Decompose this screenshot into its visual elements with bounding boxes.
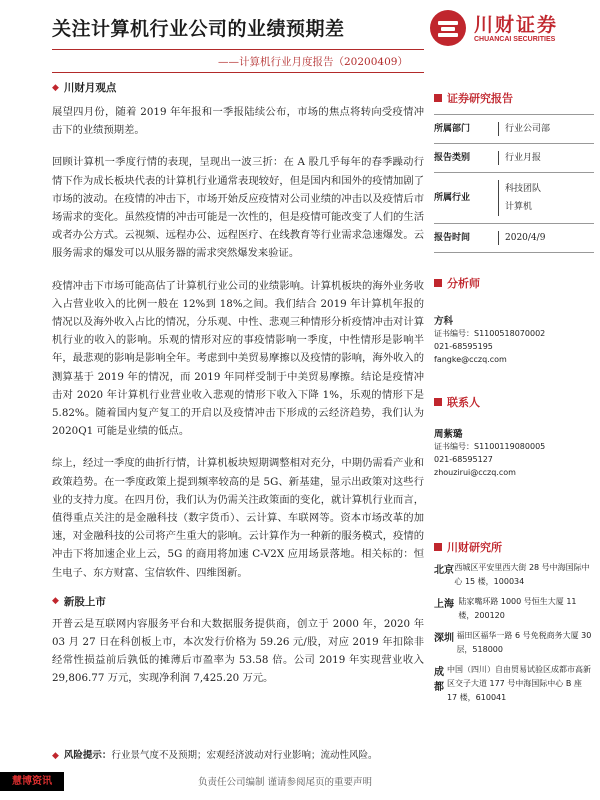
logo-mark-icon [430, 10, 466, 46]
logo-english-name: CHUANCAI SECURITIES [474, 36, 556, 43]
sidebar-heading-offices: 川财研究所 [434, 539, 594, 555]
info-row-department: 所属部门 行业公司部 [434, 124, 551, 134]
sidebar-heading-contact: 联系人 [434, 394, 594, 410]
office-shenzhen: 深圳 福田区福华一路 6 号免税商务大厦 30 层，518000 [434, 631, 592, 654]
square-bullet-icon [434, 94, 442, 102]
square-bullet-icon [434, 543, 442, 551]
info-row-date: 报告时间 2020/4/9 [434, 233, 546, 243]
analyst-cert: 证书编号：S1100518070002 [434, 329, 546, 338]
page-subtitle: ——计算机行业月度报告（20200409） [218, 56, 408, 68]
footer-brand: 慧博资讯 [0, 772, 64, 791]
paragraph-ipo: 开普云是互联网内容服务平台和大数据服务提供商，创立于 2000 年，2020 年 03 月 27 日在科创板上市，本次发行价格为 59.26 元/股，对应 2019 年扣除非经常性损益前后孰低的摊薄后市盈率为 53.58 倍。公司 2019 年实现营业收入 29,806.77 万元，实现净利润 7,425.20 万元。 [52, 617, 424, 685]
square-bullet-icon [434, 279, 442, 287]
section-heading-outlook: ◆ 川财月观点 [52, 82, 117, 94]
logo-chinese-name: 川财证券 [474, 14, 559, 36]
diamond-bullet-icon: ◆ [52, 596, 59, 607]
analyst-phone: 021-68595195 [434, 342, 493, 351]
contact-phone: 021-68595127 [434, 455, 493, 464]
office-chengdu: 成都 中国（四川）自由贸易试验区成都市高新区交子大道 177 号中海国际中心 B 座 17 楼，610041 [434, 665, 591, 702]
company-logo [430, 8, 595, 52]
sidebar [434, 90, 594, 705]
footer-disclaimer: 负责任公司编制 谨请参阅尾页的重要声明 [198, 777, 373, 788]
paragraph-review: 回顾计算机一季度行情的表现，呈现出一波三折：在 A 股几乎每年的春季躁动行情下作为成长板块代表的计算机行业通常表现较好，但是国内和国外的疫情加剧了市场的波动。在疫情的冲击下，市场开始反应疫情对公司业绩的冲击以及疫情后市场需求的变化。虽然疫情的冲击可能是一次性的，但是疫情可能改变了人们的生活或者办公方式。云视频、远程办公、远程医疗、在线教育等行业需求急速爆发。云服务需求的爆发可以从服务器的需求突然爆发来验证。 [52, 156, 424, 260]
analyst-email[interactable]: fangke@cczq.com [434, 355, 507, 364]
info-row-industry: 所属行业 科技团队 计算机 [434, 173, 594, 223]
subheader-divider [52, 72, 424, 73]
diamond-bullet-icon: ◆ [52, 751, 59, 761]
contact-cert: 证书编号：S1100119080005 [434, 442, 546, 451]
main-content [52, 80, 424, 688]
office-shanghai: 上海 陆家嘴环路 1000 号恒生大厦 11 楼，200120 [434, 597, 577, 620]
page-title: 关注计算机行业公司的业绩预期差 [52, 18, 345, 40]
header-divider [52, 49, 424, 50]
office-beijing: 北京 西城区平安里西大街 28 号中海国际中心 15 楼，100034 [434, 563, 590, 586]
paragraph-outlook: 展望四月份，随着 2019 年年报和一季报陆续公布，市场的焦点将转向受疫情冲击下的业绩预期差。 [52, 106, 424, 137]
contact-email[interactable]: zhouzirui@cczq.com [434, 468, 516, 477]
risk-warning: ◆ 风险提示：行业景气度不及预期；宏观经济波动对行业影响；流动性风险。 [52, 750, 378, 761]
analyst-name: 方科 [434, 316, 454, 327]
info-row-category: 报告类别 行业月报 [434, 153, 542, 163]
section-heading-ipo: ◆ 新股上市 [52, 595, 106, 608]
sidebar-heading-report: 证券研究报告 [434, 90, 594, 106]
contact-name: 周紫璐 [434, 429, 463, 440]
sidebar-heading-analyst: 分析师 [434, 275, 594, 291]
diamond-bullet-icon: ◆ [52, 82, 59, 93]
paragraph-summary: 综上，经过一季度的曲折行情，计算机板块短期调整相对充分，中期仍需看产业和政策趋势。在一季度政策上提到频率较高的是 5G、新基建，显示出政策对这些行业的支持力度。在四月份，我们认为仍需关注政策面的变化，就计算机行业而言，值得重点关注的是金融科技（数字货币）、云计算、车联网等。资本市场改革的加速，对金融科技的公司将产生重大的影响。云计算作为一种新的服务模式，疫情的冲击下将加速企业上云，5G 的商用将加速 C-V2X 应用场景落地。相关标的：恒生电子、东方财富、宝信软件、四维图新。 [52, 457, 424, 579]
paragraph-impact: 疫情冲击下市场可能高估了计算机行业公司的业绩影响。计算机板块的海外业务收入占营业收入的比例一般在 12%到 18%之间。我们结合 2019 年计算机年报的情况以及海外收入占比的情况，分乐观、中性、悲观三种情形分析疫情冲击对计算机行业的收入的影响。乐观的情形对应的事疫情影响一季度，中性情形是影响半年，最悲观的影响是影响全年。考虑到中美贸易摩擦以及疫情的影响，海外收入的测算基于 2019 年的情况，而 2019 年同样受制于中美贸易摩擦。结论是疫情冲击对 2020 年计算机行业营业收入悲观的情形下收入下降 1%，乐观的情形下是 5.82%。随着国内复产复工的开启以及疫情冲击下形成的云经济趋势，我们认为 2020Q1 可能是业绩的低点。 [52, 279, 424, 438]
square-bullet-icon [434, 398, 442, 406]
